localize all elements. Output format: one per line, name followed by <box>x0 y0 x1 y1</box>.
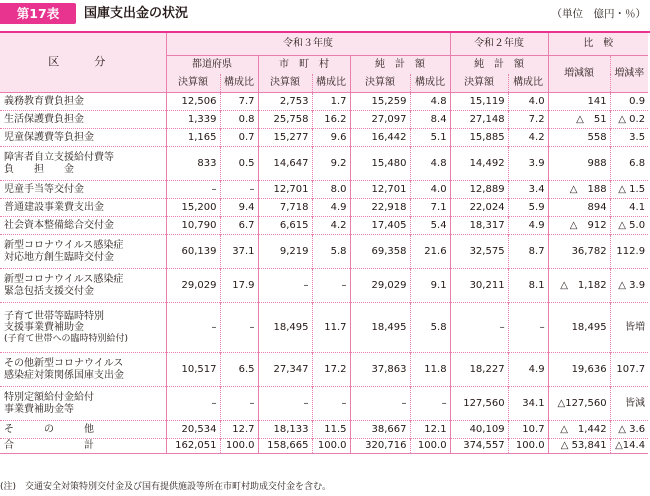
row-label-line: そ の 他 <box>4 423 94 435</box>
subsidy-table <box>0 33 648 454</box>
header-year3: 令和３年度 <box>166 33 450 56</box>
row-label-line: 児童保護費等負担金 <box>4 131 94 143</box>
cell-c7: 40,109 <box>450 421 508 439</box>
cell-c4: 8.0 <box>312 181 350 199</box>
row-label-line: その他新型コロナウイルス <box>4 358 124 369</box>
cell-d1: △ 53,841 <box>548 439 610 454</box>
table-row <box>0 269 648 303</box>
row-label <box>0 269 166 303</box>
header-todofuken: 都道府県 <box>166 56 258 75</box>
header-zogenritsu: 増減率 <box>610 56 648 93</box>
cell-d2: 3.5 <box>610 129 648 147</box>
cell-c6: 5.4 <box>410 217 450 235</box>
row-label-line: 義務教育費負担金 <box>4 95 84 107</box>
cell-c6: 5.1 <box>410 129 450 147</box>
cell-c3: – <box>258 269 312 303</box>
cell-c4: 5.8 <box>312 235 350 269</box>
table-row <box>0 199 648 217</box>
cell-c4: – <box>312 387 350 421</box>
cell-d1: △ 51 <box>548 111 610 129</box>
footnote: (注) 交通安全対策特別交付金及び国有提供施設等所在市町村助成交付金を含む。 <box>0 482 332 492</box>
title-bar <box>0 0 650 28</box>
cell-c2: 0.8 <box>220 111 258 129</box>
cell-c2: 6.7 <box>220 217 258 235</box>
cell-d1: 36,782 <box>548 235 610 269</box>
cell-c1: – <box>166 303 220 353</box>
cell-c8: 7.2 <box>508 111 548 129</box>
cell-c5: 17,405 <box>350 217 410 235</box>
cell-c6: – <box>410 387 450 421</box>
cell-c6: 5.8 <box>410 303 450 353</box>
cell-c4: 4.2 <box>312 217 350 235</box>
cell-c8: 100.0 <box>508 439 548 454</box>
cell-c2: 7.7 <box>220 93 258 111</box>
cell-c6: 8.4 <box>410 111 450 129</box>
row-label <box>0 303 166 353</box>
row-label <box>0 217 166 235</box>
cell-c2: 17.9 <box>220 269 258 303</box>
cell-c1: – <box>166 387 220 421</box>
cell-c2: 12.7 <box>220 421 258 439</box>
cell-c2: 37.1 <box>220 235 258 269</box>
cell-c6: 11.8 <box>410 353 450 387</box>
table-number-badge: 第17表 <box>0 3 76 24</box>
cell-c5: 27,097 <box>350 111 410 129</box>
cell-c4: 11.5 <box>312 421 350 439</box>
cell-c6: 21.6 <box>410 235 450 269</box>
row-label <box>0 439 166 454</box>
cell-c5: 22,918 <box>350 199 410 217</box>
cell-d2: △14.4 <box>610 439 648 454</box>
table-row <box>0 421 648 439</box>
row-label-line: 障害者自立支援給付費等 <box>4 152 114 163</box>
cell-d1: 19,636 <box>548 353 610 387</box>
cell-d1: △127,560 <box>548 387 610 421</box>
cell-c8: – <box>508 303 548 353</box>
cell-c5: 38,667 <box>350 421 410 439</box>
cell-d2: 4.1 <box>610 199 648 217</box>
cell-c1: 20,534 <box>166 421 220 439</box>
cell-c7: 32,575 <box>450 235 508 269</box>
cell-c3: 18,495 <box>258 303 312 353</box>
cell-c1: 10,790 <box>166 217 220 235</box>
cell-c4: 11.7 <box>312 303 350 353</box>
cell-d1: △ 1,442 <box>548 421 610 439</box>
cell-c3: 15,277 <box>258 129 312 147</box>
cell-c2: – <box>220 303 258 353</box>
table-row <box>0 353 648 387</box>
cell-c4: 17.2 <box>312 353 350 387</box>
table-row <box>0 93 648 111</box>
unit-label: （単位 億円・％） <box>551 8 646 20</box>
cell-c1: 29,029 <box>166 269 220 303</box>
cell-c7: 12,889 <box>450 181 508 199</box>
cell-c1: 1,165 <box>166 129 220 147</box>
cell-c3: 27,347 <box>258 353 312 387</box>
cell-c1: 162,051 <box>166 439 220 454</box>
table-row <box>0 387 648 421</box>
cell-d2: 107.7 <box>610 353 648 387</box>
cell-d2: △ 1.5 <box>610 181 648 199</box>
cell-d2: △ 3.9 <box>610 269 648 303</box>
cell-c2: 9.4 <box>220 199 258 217</box>
cell-c3: 14,647 <box>258 147 312 181</box>
cell-c4: 4.9 <box>312 199 350 217</box>
cell-c2: – <box>220 181 258 199</box>
row-label-line: 子育て世帯等臨時特別 <box>4 310 104 322</box>
row-label-line: 緊急包括支援交付金 <box>4 285 94 297</box>
cell-c7: 127,560 <box>450 387 508 421</box>
cell-c5: 12,701 <box>350 181 410 199</box>
header-koseihi: 構成比 <box>312 74 350 93</box>
row-label-line: 児童手当等交付金 <box>4 183 84 195</box>
cell-c5: 69,358 <box>350 235 410 269</box>
cell-c7: 18,317 <box>450 217 508 235</box>
cell-c3: 12,701 <box>258 181 312 199</box>
cell-c4: – <box>312 269 350 303</box>
cell-c5: 16,442 <box>350 129 410 147</box>
cell-c7: 374,557 <box>450 439 508 454</box>
header-zogengaku: 増減額 <box>548 56 610 93</box>
header-koseihi: 構成比 <box>220 74 258 93</box>
cell-c3: 158,665 <box>258 439 312 454</box>
cell-c5: 15,259 <box>350 93 410 111</box>
cell-c1: 60,139 <box>166 235 220 269</box>
cell-c4: 16.2 <box>312 111 350 129</box>
header-kessangaku: 決算額 <box>450 74 508 93</box>
row-label <box>0 387 166 421</box>
header-kessangaku: 決算額 <box>350 74 410 93</box>
header-year2: 令和２年度 <box>450 33 548 56</box>
cell-c6: 12.1 <box>410 421 450 439</box>
row-label-line: 合 計 <box>4 440 94 452</box>
cell-d2: 皆増 <box>610 303 648 353</box>
cell-c8: 4.2 <box>508 129 548 147</box>
cell-c1: 10,517 <box>166 353 220 387</box>
cell-c1: 1,339 <box>166 111 220 129</box>
cell-c3: 25,758 <box>258 111 312 129</box>
cell-c5: 15,480 <box>350 147 410 181</box>
cell-c4: 100.0 <box>312 439 350 454</box>
cell-c5: 37,863 <box>350 353 410 387</box>
cell-d2: △ 0.2 <box>610 111 648 129</box>
row-label-line: 対応地方創生臨時交付金 <box>4 251 114 263</box>
cell-c2: – <box>220 387 258 421</box>
cell-d2: △ 3.6 <box>610 421 648 439</box>
header-koseihi: 構成比 <box>410 74 450 93</box>
cell-c7: 30,211 <box>450 269 508 303</box>
table-row <box>0 235 648 269</box>
cell-c3: – <box>258 387 312 421</box>
header-kessangaku: 決算額 <box>166 74 220 93</box>
cell-c5: 18,495 <box>350 303 410 353</box>
cell-d2: 112.9 <box>610 235 648 269</box>
cell-d2: △ 5.0 <box>610 217 648 235</box>
cell-d1: 558 <box>548 129 610 147</box>
row-label-line: 支援事業費補助金 <box>4 322 84 334</box>
header-kubun: 区 分 <box>0 33 166 93</box>
table-row <box>0 439 648 454</box>
table-row <box>0 181 648 199</box>
cell-d1: △ 188 <box>548 181 610 199</box>
cell-c8: 5.9 <box>508 199 548 217</box>
cell-d1: △ 912 <box>548 217 610 235</box>
cell-c8: 4.0 <box>508 93 548 111</box>
cell-c2: 0.7 <box>220 129 258 147</box>
cell-c3: 6,615 <box>258 217 312 235</box>
cell-c2: 6.5 <box>220 353 258 387</box>
table-row <box>0 129 648 147</box>
cell-c8: 3.9 <box>508 147 548 181</box>
cell-c5: – <box>350 387 410 421</box>
cell-c7: 22,024 <box>450 199 508 217</box>
cell-c1: 15,200 <box>166 199 220 217</box>
header-junkei2: 純 計 額 <box>450 56 548 75</box>
row-label-line: 社会資本整備総合交付金 <box>4 219 114 231</box>
cell-d1: 141 <box>548 93 610 111</box>
row-label-line: 生活保護費負担金 <box>4 113 84 125</box>
row-label <box>0 181 166 199</box>
row-label <box>0 199 166 217</box>
row-label <box>0 147 166 181</box>
cell-c6: 4.8 <box>410 93 450 111</box>
row-label-line: 感染症対策関係国庫支出金 <box>4 369 124 381</box>
row-label-line: 新型コロナウイルス感染症 <box>4 274 124 285</box>
cell-c8: 8.7 <box>508 235 548 269</box>
cell-c3: 2,753 <box>258 93 312 111</box>
cell-c4: 9.2 <box>312 147 350 181</box>
row-label-line: 負 担 金 <box>4 163 74 175</box>
cell-c8: 4.9 <box>508 217 548 235</box>
cell-c3: 18,133 <box>258 421 312 439</box>
cell-c8: 34.1 <box>508 387 548 421</box>
row-label <box>0 111 166 129</box>
cell-c8: 3.4 <box>508 181 548 199</box>
row-label <box>0 93 166 111</box>
cell-c3: 7,718 <box>258 199 312 217</box>
header-kessangaku: 決算額 <box>258 74 312 93</box>
table-row <box>0 217 648 235</box>
cell-d1: 894 <box>548 199 610 217</box>
cell-c2: 100.0 <box>220 439 258 454</box>
cell-c7: – <box>450 303 508 353</box>
cell-c3: 9,219 <box>258 235 312 269</box>
row-label-line: (子育て世帯への臨時特別給付) <box>4 333 129 344</box>
row-label <box>0 421 166 439</box>
cell-c8: 8.1 <box>508 269 548 303</box>
header-shichoson: 市 町 村 <box>258 56 350 75</box>
cell-d1: 18,495 <box>548 303 610 353</box>
table-title: 国庫支出金の状況 <box>84 6 189 21</box>
cell-c6: 100.0 <box>410 439 450 454</box>
cell-d2: 皆減 <box>610 387 648 421</box>
cell-c4: 9.6 <box>312 129 350 147</box>
cell-c1: – <box>166 181 220 199</box>
cell-c1: 833 <box>166 147 220 181</box>
cell-d1: △ 1,182 <box>548 269 610 303</box>
cell-d2: 0.9 <box>610 93 648 111</box>
cell-c5: 29,029 <box>350 269 410 303</box>
cell-c5: 320,716 <box>350 439 410 454</box>
row-label <box>0 129 166 147</box>
cell-c1: 12,506 <box>166 93 220 111</box>
row-label-line: 新型コロナウイルス感染症 <box>4 240 124 251</box>
table-row <box>0 303 648 353</box>
table-row <box>0 111 648 129</box>
cell-c7: 14,492 <box>450 147 508 181</box>
cell-c7: 27,148 <box>450 111 508 129</box>
cell-c2: 0.5 <box>220 147 258 181</box>
cell-c6: 7.1 <box>410 199 450 217</box>
cell-c8: 10.7 <box>508 421 548 439</box>
cell-c7: 15,885 <box>450 129 508 147</box>
row-label-line: 事業費補助金等 <box>4 403 74 415</box>
row-label-line: 特別定額給付金給付 <box>4 392 94 403</box>
table-body <box>0 93 648 454</box>
cell-d1: 988 <box>548 147 610 181</box>
cell-c4: 1.7 <box>312 93 350 111</box>
cell-c6: 9.1 <box>410 269 450 303</box>
cell-c6: 4.0 <box>410 181 450 199</box>
row-label <box>0 353 166 387</box>
table-row <box>0 147 648 181</box>
header-koseihi: 構成比 <box>508 74 548 93</box>
cell-d2: 6.8 <box>610 147 648 181</box>
cell-c8: 4.9 <box>508 353 548 387</box>
header-junkei3: 純 計 額 <box>350 56 450 75</box>
cell-c6: 4.8 <box>410 147 450 181</box>
header-hikaku: 比 較 <box>548 33 648 56</box>
cell-c7: 18,227 <box>450 353 508 387</box>
row-label <box>0 235 166 269</box>
row-label-line: 普通建設事業費支出金 <box>4 201 104 213</box>
cell-c7: 15,119 <box>450 93 508 111</box>
